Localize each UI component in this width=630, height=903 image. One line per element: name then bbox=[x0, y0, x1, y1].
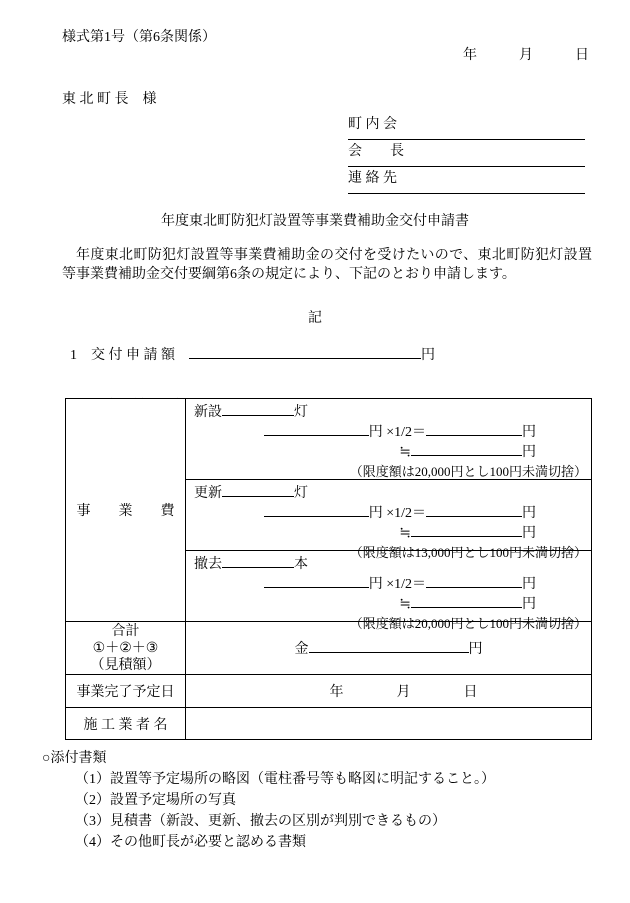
completion-date-label: 事業完了予定日 bbox=[76, 685, 175, 700]
renewal-limit-note: （限度額は13,000円とし100円未満切捨） bbox=[349, 545, 587, 560]
new-install-limit-note: （限度額は20,000円とし100円未満切捨） bbox=[349, 464, 587, 479]
attachments-list bbox=[42, 769, 495, 853]
contact-label: 連 絡 先 bbox=[348, 171, 397, 186]
chairman-label: 会 長 bbox=[348, 144, 404, 159]
attachment-item-1: （1）設置等予定場所の略図（電柱番号等も略図に明記すること。） bbox=[75, 772, 495, 787]
renewal-half-blank[interactable] bbox=[426, 505, 522, 517]
total-estimate-label: （見積額） bbox=[90, 657, 161, 673]
new-install-yen2: 円 bbox=[522, 445, 536, 460]
expense-block-renewal bbox=[186, 479, 591, 560]
new-install-rounded-blank[interactable] bbox=[411, 444, 522, 456]
project-plan-table bbox=[65, 398, 592, 740]
removal-unit: 本 bbox=[294, 557, 308, 572]
new-install-formula: 円 ×1/2＝ bbox=[368, 425, 426, 440]
total-yen-unit: 円 bbox=[468, 642, 483, 657]
new-install-count-blank[interactable] bbox=[222, 404, 294, 416]
attachment-item-4: （4）その他町長が必要と認める書類 bbox=[75, 835, 306, 850]
applicant-row-chairman bbox=[348, 140, 585, 167]
date-line bbox=[463, 44, 589, 64]
new-install-yen: 円 bbox=[522, 425, 536, 440]
total-label: 合計 bbox=[111, 623, 140, 639]
expense-block-removal bbox=[186, 550, 591, 631]
contractor-header-cell bbox=[66, 708, 186, 739]
total-value-cell bbox=[186, 622, 591, 674]
applicant-row-contact bbox=[348, 167, 585, 194]
renewal-count-blank[interactable] bbox=[222, 485, 294, 497]
removal-yen: 円 bbox=[522, 577, 536, 592]
document-title: 年度東北町防犯灯設置等事業費補助金交付申請書 bbox=[161, 214, 469, 229]
completion-month-label: 月 bbox=[396, 685, 411, 700]
contractor-row bbox=[66, 707, 591, 739]
renewal-formula: 円 ×1/2＝ bbox=[368, 506, 426, 521]
ki-heading: 記 bbox=[308, 311, 322, 326]
completion-date-header-cell bbox=[66, 675, 186, 707]
attachments-heading: ○添付書類 bbox=[42, 751, 107, 766]
renewal-yen: 円 bbox=[522, 506, 536, 521]
applicant-block bbox=[348, 113, 585, 194]
completion-year-label: 年 bbox=[329, 685, 344, 700]
attachments-section bbox=[42, 748, 495, 853]
expense-header-cell bbox=[66, 399, 186, 621]
expense-detail-cell bbox=[186, 399, 591, 631]
completion-date-value-cell bbox=[186, 675, 591, 707]
date-month-label: 月 bbox=[519, 48, 533, 63]
renewal-rounded-blank[interactable] bbox=[411, 525, 522, 537]
new-install-approx-sign: ≒ bbox=[399, 445, 411, 460]
removal-cost-blank[interactable] bbox=[264, 576, 369, 588]
chairman-blank-field[interactable] bbox=[404, 143, 585, 155]
new-install-cost-blank[interactable] bbox=[264, 424, 369, 436]
applicant-row-association bbox=[348, 113, 585, 140]
date-day-label: 日 bbox=[575, 48, 589, 63]
removal-count-blank[interactable] bbox=[222, 556, 294, 568]
renewal-unit: 灯 bbox=[294, 486, 308, 501]
removal-rounded-blank[interactable] bbox=[411, 596, 522, 608]
section1-number: 1 bbox=[70, 348, 77, 363]
expense-block-new-install bbox=[186, 399, 591, 479]
removal-yen2: 円 bbox=[522, 597, 536, 612]
total-row bbox=[66, 621, 591, 674]
completion-date-row bbox=[66, 674, 591, 707]
completion-day-label: 日 bbox=[463, 685, 478, 700]
new-install-half-blank[interactable] bbox=[426, 424, 522, 436]
total-kin-prefix: 金 bbox=[294, 642, 309, 657]
renewal-cost-blank[interactable] bbox=[264, 505, 369, 517]
application-amount-blank-field[interactable] bbox=[189, 347, 421, 359]
section-application-amount bbox=[70, 344, 435, 364]
renewal-approx-sign: ≒ bbox=[399, 526, 411, 541]
contractor-label: 施 工 業 者 名 bbox=[83, 717, 168, 733]
body-paragraph: 年度東北町防犯灯設置等事業費補助金の交付を受けたいので、東北町防犯灯設置等事業費補助金交付要綱第6条の規定により、下記のとおり申請します。 bbox=[62, 248, 592, 282]
total-amount-blank[interactable] bbox=[309, 641, 469, 653]
new-install-unit: 灯 bbox=[294, 405, 308, 420]
renewal-label: 更新 bbox=[194, 486, 222, 501]
contractor-blank-cell[interactable] bbox=[186, 708, 591, 739]
new-install-label: 新設 bbox=[194, 405, 222, 420]
removal-formula: 円 ×1/2＝ bbox=[368, 577, 426, 592]
date-year-label: 年 bbox=[463, 48, 477, 63]
addressee-mayor: 東 北 町 長 様 bbox=[62, 92, 157, 107]
attachment-item-3: （3）見積書（新設、更新、撤去の区別が判別できるもの） bbox=[75, 814, 446, 829]
total-sum-formula: ①＋②＋③ bbox=[92, 640, 159, 656]
renewal-yen2: 円 bbox=[522, 526, 536, 541]
section1-unit: 円 bbox=[421, 348, 435, 363]
expense-label: 事 業 費 bbox=[76, 504, 175, 519]
removal-approx-sign: ≒ bbox=[399, 597, 411, 612]
total-header-cell bbox=[66, 622, 186, 674]
form-number: 様式第1号（第6条関係） bbox=[62, 30, 216, 45]
removal-label: 撤去 bbox=[194, 557, 222, 572]
association-blank-field[interactable] bbox=[397, 116, 585, 128]
removal-half-blank[interactable] bbox=[426, 576, 522, 588]
association-label: 町 内 会 bbox=[348, 117, 397, 132]
attachment-item-2: （2）設置予定場所の写真 bbox=[75, 793, 236, 808]
removal-limit-note: （限度額は20,000円とし100円未満切捨） bbox=[349, 616, 587, 631]
section1-label: 交 付 申 請 額 bbox=[91, 348, 175, 363]
contact-blank-field[interactable] bbox=[397, 170, 585, 182]
